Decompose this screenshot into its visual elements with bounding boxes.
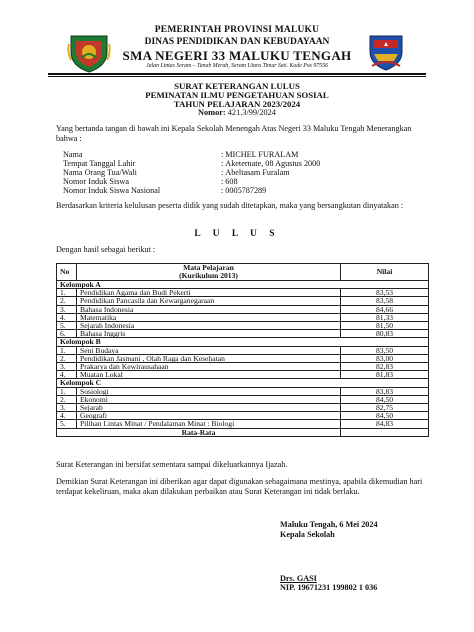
group-row <box>57 379 429 387</box>
group-row <box>57 338 429 346</box>
row-subject: Sosiologi <box>77 387 341 395</box>
signature-place-date: Maluku Tengah, 6 Mei 2024 <box>280 520 378 529</box>
row-subject: Sejarah Indonesia <box>77 322 341 330</box>
average-label: Rata-Rata <box>57 428 341 436</box>
row-value: 84,50 <box>341 395 429 403</box>
row-value: 83,50 <box>341 346 429 354</box>
row-no: 4. <box>57 313 77 321</box>
row-subject: Sejarah <box>77 404 341 412</box>
row-no: 1. <box>57 387 77 395</box>
closing-paragraph: Demikian Surat Keterangan ini diberikan agar dapat digunakan sebagaimana mestinya, apabila dikemudian hari terdapat kekeliruan, maka akan dilakukan perbaikan atau Surat Keterangan ini tidak berlaku. <box>56 477 423 497</box>
identity-value: : 0005787289 <box>221 186 267 195</box>
row-value: 81,33 <box>341 313 429 321</box>
row-subject: Pilihan Lintas Minat / Pendalaman Minat : Biologi <box>77 420 341 428</box>
row-subject: Ekonomi <box>77 395 341 403</box>
row-no: 5. <box>57 420 77 428</box>
identity-row-parent <box>56 168 426 177</box>
table-row <box>57 297 429 305</box>
row-no: 4. <box>57 412 77 420</box>
header-subject <box>77 264 341 281</box>
row-value: 80,83 <box>341 330 429 338</box>
signatory-nip: NIP. 19671231 199802 1 036 <box>280 583 378 592</box>
row-no: 3. <box>57 404 77 412</box>
row-no: 2. <box>57 395 77 403</box>
identity-row-nis <box>56 177 426 186</box>
letterhead-address: Jalan Lintas Seram – Tanah Merah, Seram Utara Timur Seti. Kode Pos 97556 <box>146 63 328 69</box>
row-subject: Bahasa Inggris <box>77 330 341 338</box>
identity-label: Nama Orang Tua/Wali <box>63 168 137 177</box>
row-value: 84,50 <box>341 412 429 420</box>
letterhead-school-name: SMA NEGERI 33 MALUKU TENGAH <box>122 48 352 63</box>
row-value: 81,83 <box>341 371 429 379</box>
document-title: SURAT KETERANGAN LULUS <box>174 81 300 91</box>
intro-paragraph: Yang bertanda tangan di bawah ini Kepala Sekolah Menengah Atas Negeri 33 Maluku Tengah Menerangkan bahwa : <box>56 124 412 144</box>
document-number-value: 421.3/99/2024 <box>227 108 276 117</box>
row-value: 84,66 <box>341 305 429 313</box>
letterhead <box>0 0 474 80</box>
header-no: No <box>57 264 77 281</box>
row-value: 83,58 <box>341 297 429 305</box>
table-row <box>57 420 429 428</box>
signature-role: Kepala Sekolah <box>280 530 335 539</box>
document-number-label: Nomor: <box>198 108 226 117</box>
row-subject: Seni Budaya <box>77 346 341 354</box>
row-no: 1. <box>57 346 77 354</box>
row-value: 82,83 <box>341 363 429 371</box>
row-subject: Geografi <box>77 412 341 420</box>
header-subject-line2: (Kurikulum 2013) <box>179 271 238 280</box>
row-subject: Pendidikan Jasmani , Olah Raga dan Kesehatan <box>77 354 341 362</box>
average-row <box>57 428 429 436</box>
row-value: 82,75 <box>341 404 429 412</box>
header-subject-line1: Mata Pelajaran <box>183 263 234 272</box>
row-subject: Pendidikan Agama dan Budi Pekerti <box>77 289 341 297</box>
table-header-row <box>57 264 429 281</box>
row-subject: Muatan Lokal <box>77 371 341 379</box>
identity-label: Nama <box>63 150 83 159</box>
province-emblem-logo <box>364 28 408 72</box>
row-no: 3. <box>57 305 77 313</box>
document-subtitle-program: PEMINATAN ILMU PENGETAHUAN SOSIAL <box>145 90 329 100</box>
row-value: 83,53 <box>341 289 429 297</box>
graduation-result: L U L U S <box>194 229 280 239</box>
average-value <box>341 428 429 436</box>
row-subject: Bahasa Indonesia <box>77 305 341 313</box>
group-name: Kelompok B <box>57 338 429 346</box>
letterhead-government: PEMERINTAH PROVINSI MALUKU <box>154 25 320 35</box>
row-no: 2. <box>57 297 77 305</box>
letterhead-rule-thick <box>48 73 426 75</box>
table-row <box>57 404 429 412</box>
row-no: 2. <box>57 354 77 362</box>
identity-value-text: Aketernate, 08 Agustus 2000 <box>225 159 321 168</box>
group-name: Kelompok C <box>57 379 429 387</box>
identity-value: : Abeltasam Furalam <box>221 168 290 177</box>
row-value: 81,50 <box>341 322 429 330</box>
document-subtitle-year: TAHUN PELAJARAN 2023/2024 <box>173 99 301 109</box>
identity-value: : MICHEL FURALAM <box>221 150 299 159</box>
row-value: 83,00 <box>341 354 429 362</box>
group-name: Kelompok A <box>57 281 429 289</box>
identity-label: Nomor Induk Siswa Nasional <box>63 186 161 195</box>
identity-value-text: 608 <box>225 177 238 186</box>
criteria-paragraph: Berdasarkan kriteria kelulusan peserta didik yang sudah ditetapkan, maka yang bersangkutan dinyatakan : <box>56 201 404 210</box>
table-row <box>57 395 429 403</box>
document-number <box>0 108 474 117</box>
signatory-name: Drs. GASI <box>280 574 317 583</box>
identity-label: Nomor Induk Siswa <box>63 177 129 186</box>
row-no: 6. <box>57 330 77 338</box>
identity-value-text: Abeltasam Furalam <box>225 168 290 177</box>
identity-value: : 608 <box>221 177 238 186</box>
row-value: 83,83 <box>341 387 429 395</box>
row-no: 3. <box>57 363 77 371</box>
identity-value: : Aketernate, 08 Agustus 2000 <box>221 159 321 168</box>
row-no: 1. <box>57 289 77 297</box>
results-intro: Dengan hasil sebagai berikut : <box>56 245 156 254</box>
identity-label: Tempat Tanggal Lahir <box>63 159 136 168</box>
identity-row-name <box>56 150 426 159</box>
temporary-note: Surat Keterangan ini bersifat sementara sampai dikeluarkannya Ijazah. <box>56 460 288 469</box>
letterhead-department: DINAS PENDIDIKAN DAN KEBUDAYAAN <box>144 37 330 47</box>
table-row <box>57 387 429 395</box>
table-row <box>57 371 429 379</box>
identity-row-birth <box>56 159 426 168</box>
letterhead-rule-thin <box>48 76 426 77</box>
table-row <box>57 330 429 338</box>
header-nilai: Nilai <box>341 264 429 281</box>
row-no: 4. <box>57 371 77 379</box>
student-identity <box>56 150 426 195</box>
row-no: 5. <box>57 322 77 330</box>
identity-row-nisn <box>56 186 426 195</box>
identity-value-text: MICHEL FURALAM <box>225 150 299 159</box>
grades-table <box>56 263 429 437</box>
row-subject: Matematika <box>77 313 341 321</box>
row-subject: Prakarya dan Kewirausahaan <box>77 363 341 371</box>
row-value: 84,83 <box>341 420 429 428</box>
identity-value-text: 0005787289 <box>225 186 267 195</box>
row-subject: Pendidikan Pancasila dan Kewarganegaraan <box>77 297 341 305</box>
